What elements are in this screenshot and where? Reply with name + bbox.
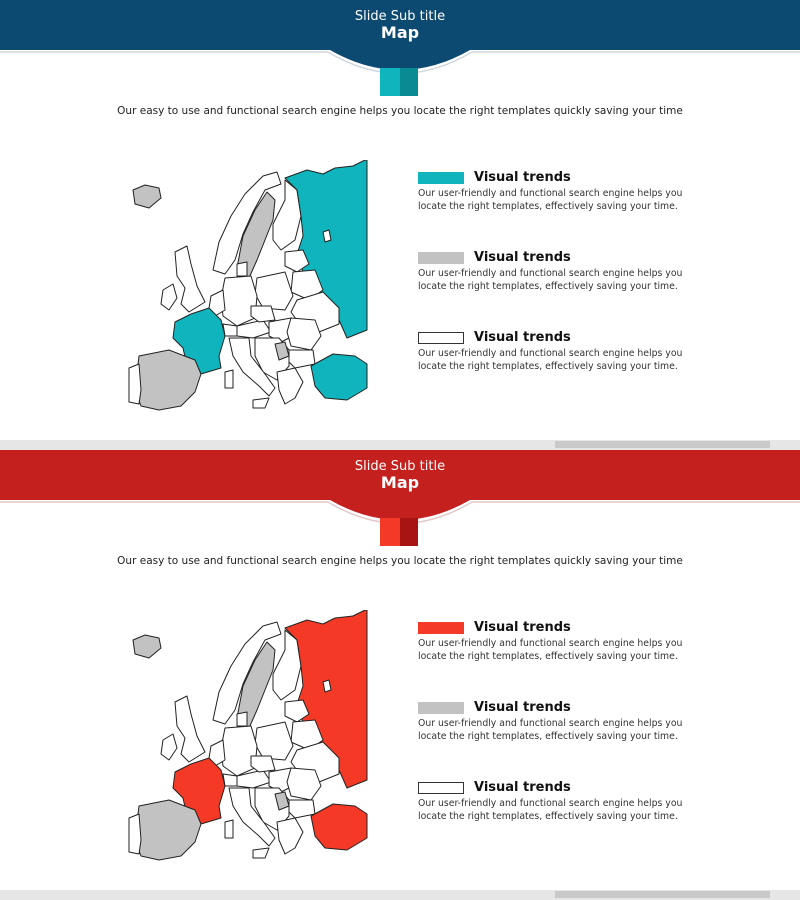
portugal-shape: [129, 814, 141, 854]
ireland-shape: [161, 734, 177, 760]
europe-map: [125, 160, 375, 415]
europe-map: [125, 610, 375, 865]
slide-title: Map: [380, 23, 420, 42]
denmark-shape: [237, 262, 247, 276]
legend-swatch-gray: [418, 252, 464, 264]
legend-swatch-accent: [418, 622, 464, 634]
legend-title: Visual trends: [474, 250, 571, 265]
tagline: Our easy to use and functional search engine helps you locate the right templates quickly saving your time: [117, 105, 683, 117]
lake-shape: [323, 230, 331, 242]
switzerland-shape: [223, 324, 237, 336]
legend-swatch-gray: [418, 702, 464, 714]
legend-description: Our user-friendly and functional search engine helps you locate the right templates, effectively saving your time.: [418, 638, 683, 662]
footer-bar-accent: [555, 891, 770, 898]
legend-title: Visual trends: [474, 330, 571, 345]
czech-shape: [251, 306, 275, 322]
germany-shape: [221, 726, 257, 776]
legend-description: Our user-friendly and functional search engine helps you locate the right templates, effectively saving your time.: [418, 348, 683, 372]
sicily-shape: [253, 398, 269, 408]
legend-swatch-accent: [418, 172, 464, 184]
header-graphic: [0, 450, 800, 900]
ribbon-right: [400, 518, 418, 546]
sardinia-shape: [225, 820, 233, 838]
footer-bar-accent: [555, 441, 770, 448]
bulgaria-shape: [289, 800, 315, 818]
slide-subtitle: Slide Sub title: [354, 459, 446, 474]
lake-shape: [323, 680, 331, 692]
slide-2: [0, 450, 800, 900]
czech-shape: [251, 756, 275, 772]
slide-title: Map: [380, 473, 420, 492]
iceland-shape: [133, 185, 161, 208]
romania-shape: [287, 318, 321, 350]
uk-shape: [175, 246, 205, 312]
legend-description: Our user-friendly and functional search engine helps you locate the right templates, effectively saving your time.: [418, 798, 683, 822]
ribbon-right: [400, 68, 418, 96]
legend-title: Visual trends: [474, 780, 571, 795]
ribbon-left: [380, 518, 400, 546]
bulgaria-shape: [289, 350, 315, 368]
sardinia-shape: [225, 370, 233, 388]
sicily-shape: [253, 848, 269, 858]
iceland-shape: [133, 635, 161, 658]
ribbon-left: [380, 68, 400, 96]
legend-swatch-white: [418, 332, 464, 344]
poland-shape: [255, 722, 293, 760]
denmark-shape: [237, 712, 247, 726]
legend-title: Visual trends: [474, 700, 571, 715]
greece-shape: [277, 818, 303, 854]
greece-shape: [277, 368, 303, 404]
uk-shape: [175, 696, 205, 762]
poland-shape: [255, 272, 293, 310]
legend-description: Our user-friendly and functional search engine helps you locate the right templates, effectively saving your time.: [418, 188, 683, 212]
legend-title: Visual trends: [474, 620, 571, 635]
germany-shape: [221, 276, 257, 326]
legend-description: Our user-friendly and functional search engine helps you locate the right templates, effectively saving your time.: [418, 718, 683, 742]
legend-swatch-white: [418, 782, 464, 794]
turkey-shape: [311, 804, 367, 850]
spain-shape: [135, 800, 201, 860]
legend-description: Our user-friendly and functional search engine helps you locate the right templates, effectively saving your time.: [418, 268, 683, 292]
ireland-shape: [161, 284, 177, 310]
slide-subtitle: Slide Sub title: [354, 9, 446, 24]
romania-shape: [287, 768, 321, 800]
portugal-shape: [129, 364, 141, 404]
switzerland-shape: [223, 774, 237, 786]
turkey-shape: [311, 354, 367, 400]
spain-shape: [135, 350, 201, 410]
tagline: Our easy to use and functional search engine helps you locate the right templates quickly saving your time: [117, 555, 683, 567]
legend-title: Visual trends: [474, 170, 571, 185]
